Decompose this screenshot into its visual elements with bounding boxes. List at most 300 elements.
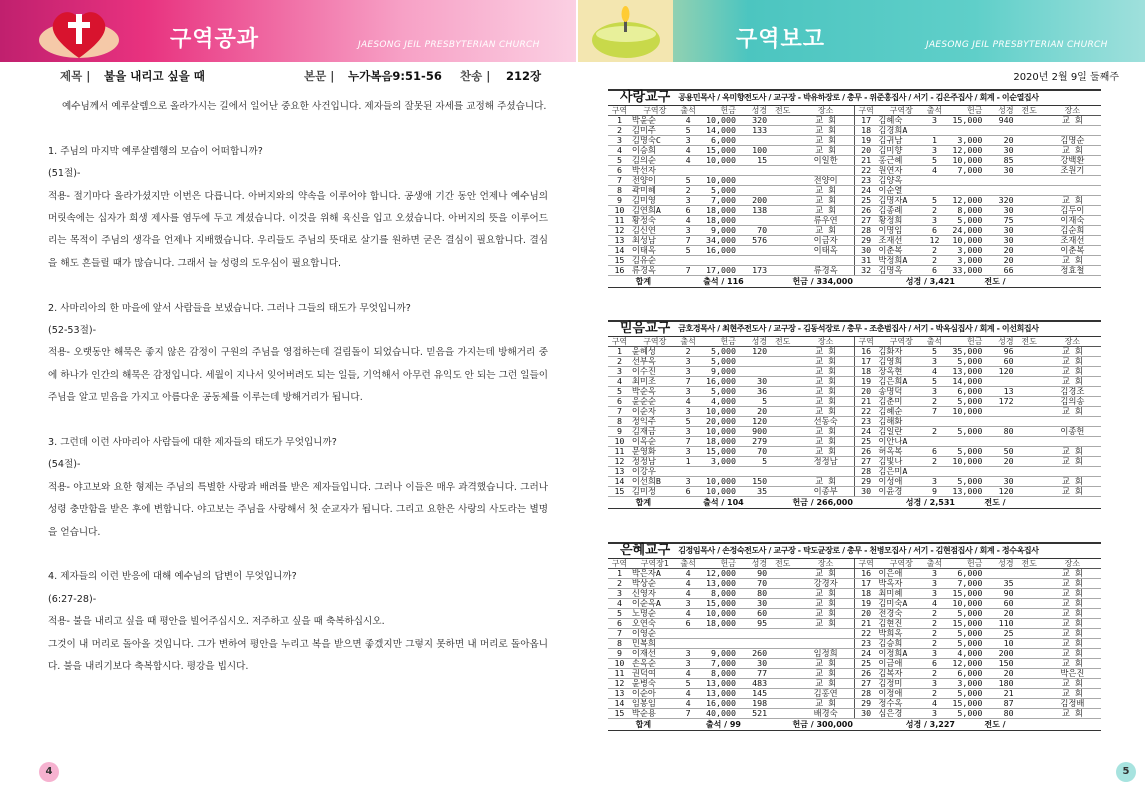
column-header: 헌금 xyxy=(697,337,737,347)
table-cell: 13 xyxy=(608,467,631,477)
table-cell: 21 xyxy=(983,689,1014,699)
table-cell: 5 xyxy=(737,397,768,407)
column-header: 성경 xyxy=(737,106,768,116)
table-cell: 35 xyxy=(737,487,768,497)
table-cell: 14,000 xyxy=(697,126,737,136)
table-cell: 김화자 xyxy=(877,347,925,357)
table-cell: 12 xyxy=(608,226,631,236)
table-cell xyxy=(768,186,797,196)
table-cell: 3 xyxy=(608,136,631,146)
table-cell: 9 xyxy=(608,196,631,206)
table-cell xyxy=(768,146,797,156)
column-header: 구역장 xyxy=(877,337,925,347)
table-cell xyxy=(1015,649,1044,659)
lecture-paragraph: 적용- 불을 내리고 싶을 때 평안을 빌어주십시오. 저주하고 싶을 때 축복하십시오. xyxy=(48,616,385,628)
table-cell: 4 xyxy=(679,699,698,709)
table-cell: 2 xyxy=(925,397,944,407)
table-row xyxy=(608,397,1101,407)
group-header xyxy=(608,542,1101,559)
table-cell xyxy=(1015,589,1044,599)
table-cell: 5,000 xyxy=(944,427,984,437)
table-cell: 3 xyxy=(679,367,698,377)
table-cell xyxy=(768,649,797,659)
table-cell: 교 회 xyxy=(1044,487,1101,497)
table-cell xyxy=(983,407,1014,417)
summary-offering: 헌금 / 334,000 xyxy=(768,276,877,288)
table-cell: 3 xyxy=(608,367,631,377)
table-cell: 류경옥 xyxy=(631,266,679,276)
table-cell: 1 xyxy=(608,116,631,126)
table-cell: 6 xyxy=(608,619,631,629)
table-cell: 2 xyxy=(925,256,944,266)
table-cell: 이안나A xyxy=(877,437,925,447)
table-cell: 21 xyxy=(854,156,877,166)
report-table xyxy=(608,106,1101,288)
table-cell xyxy=(944,417,984,427)
table-cell: 5,000 xyxy=(944,639,984,649)
table-cell: 교 회 xyxy=(1044,599,1101,609)
table-cell: 4 xyxy=(679,397,698,407)
table-row xyxy=(608,246,1101,256)
table-cell: 4,000 xyxy=(944,649,984,659)
table-cell: 조원기 xyxy=(1044,166,1101,176)
table-cell: 조재선 xyxy=(1044,236,1101,246)
table-cell xyxy=(768,246,797,256)
table-cell: 노명순 xyxy=(631,609,679,619)
table-cell: 24,000 xyxy=(944,226,984,236)
table-cell xyxy=(925,467,944,477)
table-cell: 3 xyxy=(679,427,698,437)
table-cell: 5,000 xyxy=(697,347,737,357)
table-cell xyxy=(1015,407,1044,417)
table-cell: 교 회 xyxy=(797,609,854,619)
table-cell: 30 xyxy=(983,236,1014,246)
table-cell xyxy=(797,467,854,477)
group-eunhye xyxy=(608,542,1101,731)
table-cell: 40,000 xyxy=(697,709,737,719)
table-cell: 7 xyxy=(679,437,698,447)
table-cell: 5 xyxy=(925,196,944,206)
table-cell: 김미정 xyxy=(631,487,679,497)
table-cell: 30 xyxy=(854,709,877,719)
column-header: 구역 xyxy=(854,106,877,116)
table-cell: 8 xyxy=(608,639,631,649)
table-cell: 120 xyxy=(983,487,1014,497)
table-cell xyxy=(1015,216,1044,226)
table-cell xyxy=(1015,357,1044,367)
table-cell: 1 xyxy=(608,569,631,579)
table-cell: 김명자A xyxy=(877,196,925,206)
table-cell: 3,000 xyxy=(944,679,984,689)
table-cell: 5 xyxy=(925,347,944,357)
table-cell: 110 xyxy=(983,619,1014,629)
table-cell: 16,000 xyxy=(697,377,737,387)
table-cell: 6 xyxy=(608,166,631,176)
table-cell xyxy=(1015,397,1044,407)
table-cell: 전경숙 xyxy=(877,609,925,619)
table-cell: 1 xyxy=(925,136,944,146)
column-header: 헌금 xyxy=(944,337,984,347)
table-cell: 6 xyxy=(925,226,944,236)
table-cell: 3 xyxy=(679,447,698,457)
table-cell xyxy=(983,467,1014,477)
table-cell xyxy=(925,176,944,186)
table-cell: 교 회 xyxy=(797,196,854,206)
table-cell xyxy=(768,457,797,467)
table-cell: 3 xyxy=(679,407,698,417)
table-cell: 김미숙A xyxy=(877,599,925,609)
table-cell: 7 xyxy=(608,629,631,639)
table-cell: 교 회 xyxy=(1044,609,1101,619)
table-cell: 30 xyxy=(983,166,1014,176)
table-cell: 교 회 xyxy=(797,226,854,236)
column-header: 출석 xyxy=(926,559,943,569)
table-cell xyxy=(1015,629,1044,639)
table-cell: 최미조 xyxy=(631,377,679,387)
table-cell xyxy=(768,569,797,579)
column-header: 전도 xyxy=(768,106,797,116)
lecture-paragraph: (51절)- xyxy=(48,168,81,180)
table-cell: 26 xyxy=(854,669,877,679)
table-cell: 14 xyxy=(608,246,631,256)
table-cell xyxy=(737,136,768,146)
table-cell xyxy=(1015,699,1044,709)
table-cell: 교 회 xyxy=(797,367,854,377)
table-cell xyxy=(768,709,797,719)
table-cell: 6,000 xyxy=(944,387,984,397)
table-cell: 4,000 xyxy=(697,397,737,407)
table-cell: 이순자 xyxy=(631,407,679,417)
column-header: 성경 xyxy=(737,337,768,347)
table-cell: 10,000 xyxy=(697,116,737,126)
table-cell: 교 회 xyxy=(797,669,854,679)
table-cell: 3 xyxy=(925,477,944,487)
table-cell: 4 xyxy=(679,156,698,166)
table-cell: 김명옥 xyxy=(877,266,925,276)
group-name: 은혜교구 xyxy=(620,543,671,558)
table-cell xyxy=(768,347,797,357)
table-cell: 24 xyxy=(854,186,877,196)
column-header: 출석 xyxy=(680,559,696,569)
table-cell xyxy=(1015,609,1044,619)
table-cell xyxy=(1015,447,1044,457)
table-cell xyxy=(768,156,797,166)
table-cell: 19 xyxy=(854,377,877,387)
table-cell: 29 xyxy=(854,477,877,487)
table-cell: 교 회 xyxy=(797,477,854,487)
table-row xyxy=(608,226,1101,236)
scripture-text: 누가복음9:51-56 xyxy=(348,69,442,83)
table-cell xyxy=(1015,166,1044,176)
table-cell: 96 xyxy=(983,347,1014,357)
table-cell: 13,000 xyxy=(944,487,984,497)
table-cell: 김종례 xyxy=(877,206,925,216)
table-cell xyxy=(737,357,768,367)
table-cell: 6 xyxy=(925,447,944,457)
table-cell xyxy=(768,196,797,206)
table-cell: 교 회 xyxy=(797,427,854,437)
table-row xyxy=(608,256,1101,266)
table-cell: 22 xyxy=(854,166,877,176)
table-cell xyxy=(737,467,768,477)
table-cell xyxy=(768,136,797,146)
table-cell: 5,000 xyxy=(944,397,984,407)
table-cell: 3 xyxy=(925,116,944,126)
table-cell: 87 xyxy=(983,699,1014,709)
table-cell: 30 xyxy=(737,599,768,609)
table-cell: 5,000 xyxy=(697,186,737,196)
table-cell: 150 xyxy=(983,659,1014,669)
table-cell: 5,000 xyxy=(944,357,984,367)
table-cell: 정수옥 xyxy=(877,699,925,709)
table-cell: 25 xyxy=(854,659,877,669)
table-cell: 29 xyxy=(854,236,877,246)
table-cell: 송명덕 xyxy=(877,387,925,397)
table-cell: 18,000 xyxy=(697,437,737,447)
table-cell xyxy=(1015,477,1044,487)
report-table xyxy=(608,337,1101,509)
table-cell xyxy=(768,226,797,236)
heart-cross-icon xyxy=(34,0,124,62)
table-cell xyxy=(768,437,797,447)
table-cell xyxy=(679,256,698,266)
table-cell: 35 xyxy=(983,579,1014,589)
table-cell: 85 xyxy=(983,156,1014,166)
table-cell: 3 xyxy=(679,357,698,367)
table-row xyxy=(608,669,1101,679)
column-header: 성경 xyxy=(983,337,1014,347)
table-cell: 17 xyxy=(854,357,877,367)
table-cell: 26 xyxy=(854,447,877,457)
table-cell: 95 xyxy=(737,619,768,629)
table-cell: 30 xyxy=(737,659,768,669)
table-row xyxy=(608,196,1101,206)
table-cell: 3 xyxy=(679,659,698,669)
table-cell: 8,000 xyxy=(944,206,984,216)
table-cell: 35,000 xyxy=(944,347,984,357)
table-cell: 10,000 xyxy=(944,599,984,609)
table-row xyxy=(608,569,1101,579)
table-cell: 박순용 xyxy=(631,709,679,719)
table-cell xyxy=(1015,619,1044,629)
table-cell xyxy=(1015,196,1044,206)
table-row xyxy=(608,619,1101,629)
group-leaders: 공용민목사 / 옥미향전도사 / 교구장 - 박유하장로 / 총무 - 위준홍집사 / 서기 - 김은주집사 / 회계 - 이순열집사 xyxy=(678,93,1039,102)
group-leaders: 김정임목사 / 손정숙전도사 / 교구장 - 탁도균장로 / 총무 - 천병모집사 / 서기 - 김현점집사 / 회계 - 정수옥집사 xyxy=(678,546,1039,555)
column-header: 전도 xyxy=(768,559,797,569)
table-cell xyxy=(768,387,797,397)
table-cell: 4 xyxy=(679,689,698,699)
column-header: 성경 xyxy=(983,559,1014,569)
table-cell: 민복희 xyxy=(631,639,679,649)
lecture-paragraph: (54절)- xyxy=(48,459,81,471)
table-cell xyxy=(768,397,797,407)
table-cell: 18,000 xyxy=(697,216,737,226)
table-cell xyxy=(1015,256,1044,266)
lecture-paragraph: 4. 제자들의 이런 반응에 대해 예수님의 답변이 무엇입니까? xyxy=(48,571,297,583)
table-cell: 이춘복 xyxy=(1044,246,1101,256)
table-cell: 70 xyxy=(737,447,768,457)
table-cell: 10,000 xyxy=(944,156,984,166)
table-row xyxy=(608,176,1101,186)
paragraph-gap xyxy=(48,544,548,566)
table-cell xyxy=(768,206,797,216)
table-cell: 이태옥 xyxy=(797,246,854,256)
table-cell xyxy=(737,639,768,649)
table-row xyxy=(608,136,1101,146)
table-cell: 9 xyxy=(925,487,944,497)
table-cell: 3 xyxy=(925,709,944,719)
summary-bible: 성경 / 3,227 xyxy=(877,719,983,731)
table-cell: 박상순 xyxy=(631,579,679,589)
table-cell: 김일란 xyxy=(877,427,925,437)
table-cell: 교 회 xyxy=(797,589,854,599)
table-cell: 20 xyxy=(854,609,877,619)
table-cell: 이정애 xyxy=(877,689,925,699)
table-cell xyxy=(737,367,768,377)
table-cell: 10,000 xyxy=(944,407,984,417)
table-cell: 교 회 xyxy=(1044,569,1101,579)
table-cell: 이종부 xyxy=(797,487,854,497)
table-cell: 이금애 xyxy=(877,659,925,669)
table-cell: 교 회 xyxy=(797,146,854,156)
left-banner xyxy=(0,0,576,62)
table-cell: 5 xyxy=(679,417,698,427)
table-cell xyxy=(1015,467,1044,477)
table-cell: 교 회 xyxy=(797,447,854,457)
table-cell: 교 회 xyxy=(1044,619,1101,629)
table-cell: 4 xyxy=(679,116,698,126)
table-cell: 120 xyxy=(737,347,768,357)
table-cell: 4 xyxy=(679,146,698,156)
column-header: 구역장 xyxy=(877,559,925,569)
table-cell xyxy=(697,467,737,477)
table-cell: 13 xyxy=(983,387,1014,397)
table-row xyxy=(608,437,1101,447)
table-cell xyxy=(697,629,737,639)
table-cell: 교 회 xyxy=(1044,589,1101,599)
summary-row xyxy=(608,276,1101,288)
table-cell: 김현진 xyxy=(877,619,925,629)
column-header: 헌금 xyxy=(697,106,737,116)
column-header: 구역장 xyxy=(877,106,925,116)
table-cell: 23 xyxy=(854,417,877,427)
table-cell: 9 xyxy=(608,649,631,659)
table-cell: 김영희 xyxy=(877,357,925,367)
table-cell: 손옥순 xyxy=(631,659,679,669)
table-cell xyxy=(925,437,944,447)
table-cell: 이옥순 xyxy=(631,437,679,447)
table-cell xyxy=(679,639,698,649)
table-cell: 15,000 xyxy=(944,589,984,599)
column-header: 헌금 xyxy=(944,559,984,569)
table-cell: 8,000 xyxy=(697,589,737,599)
hymn-label: 찬송 | xyxy=(460,69,491,83)
table-cell: 12,000 xyxy=(944,196,984,206)
table-cell xyxy=(768,589,797,599)
table-cell: 4 xyxy=(925,699,944,709)
candle-icon xyxy=(578,0,673,62)
table-cell: 6 xyxy=(679,487,698,497)
table-cell: 16,000 xyxy=(697,246,737,256)
table-cell: 배경숙 xyxy=(797,709,854,719)
table-cell xyxy=(697,166,737,176)
table-cell: 5 xyxy=(925,377,944,387)
table-row xyxy=(608,417,1101,427)
table-cell: 138 xyxy=(737,206,768,216)
table-cell: 김연희A xyxy=(631,206,679,216)
table-cell: 30 xyxy=(983,477,1014,487)
table-cell xyxy=(797,629,854,639)
summary-row xyxy=(608,719,1101,731)
table-cell: 이명임 xyxy=(877,226,925,236)
table-cell xyxy=(1015,709,1044,719)
table-cell: 50 xyxy=(983,447,1014,457)
table-cell: 36 xyxy=(737,387,768,397)
table-cell xyxy=(768,477,797,487)
table-cell xyxy=(679,467,698,477)
table-cell: 900 xyxy=(737,427,768,437)
summary-attend: 출석 / 116 xyxy=(679,276,768,288)
lecture-paragraph: 그것이 내 머리로 돌아올 것입니다. 그가 변하여 평안을 누리고 복을 받으면 좋겠지만 그렇지 못하면 내 머리로 돌아옵니다. 불을 내리기보다 축복합시다. 평강을 빕시다. xyxy=(48,638,548,673)
table-cell: 이금자 xyxy=(797,236,854,246)
table-cell: 5 xyxy=(608,609,631,619)
table-cell xyxy=(925,186,944,196)
report-date: 2020년 2월 9일 둘째주 xyxy=(1013,72,1119,83)
table-cell: 5 xyxy=(679,246,698,256)
table-cell: 8 xyxy=(608,417,631,427)
table-cell xyxy=(1044,417,1101,427)
table-row xyxy=(608,116,1101,126)
table-cell: 김혜숙 xyxy=(877,116,925,126)
table-cell: 10,000 xyxy=(944,236,984,246)
banner-subtitle: JAESONG JEIL PRESBYTERIAN CHURCH xyxy=(358,40,540,50)
table-cell: 오연숙 xyxy=(631,619,679,629)
table-row xyxy=(608,579,1101,589)
table-cell: 4 xyxy=(608,599,631,609)
table-cell: 120 xyxy=(737,417,768,427)
group-sarang xyxy=(608,89,1101,288)
table-cell: 7 xyxy=(679,377,698,387)
table-cell xyxy=(1015,136,1044,146)
group-header xyxy=(608,320,1101,337)
table-cell: 교 회 xyxy=(797,679,854,689)
summary-evangel: 전도 / xyxy=(983,719,1101,731)
table-cell xyxy=(1015,377,1044,387)
summary-evangel: 전도 / xyxy=(983,276,1101,288)
table-cell: 15,000 xyxy=(697,447,737,457)
table-cell: 23 xyxy=(854,639,877,649)
table-cell: 이순아 xyxy=(631,689,679,699)
table-cell xyxy=(768,599,797,609)
column-header: 성경 xyxy=(983,106,1014,116)
table-cell: 김두이 xyxy=(1044,206,1101,216)
table-cell: 김정미 xyxy=(877,679,925,689)
table-cell: 4 xyxy=(925,166,944,176)
table-cell: 정효철 xyxy=(1044,266,1101,276)
table-cell: 이영순 xyxy=(631,629,679,639)
column-header: 전도 xyxy=(1015,559,1044,569)
table-cell: 이순열 xyxy=(877,186,925,196)
table-cell: 2 xyxy=(608,126,631,136)
table-cell: 2 xyxy=(679,186,698,196)
table-cell: 정정남 xyxy=(797,457,854,467)
table-cell xyxy=(1015,236,1044,246)
table-cell: 교 회 xyxy=(1044,116,1101,126)
table-cell: 교 회 xyxy=(797,126,854,136)
table-row xyxy=(608,659,1101,669)
table-cell xyxy=(768,126,797,136)
